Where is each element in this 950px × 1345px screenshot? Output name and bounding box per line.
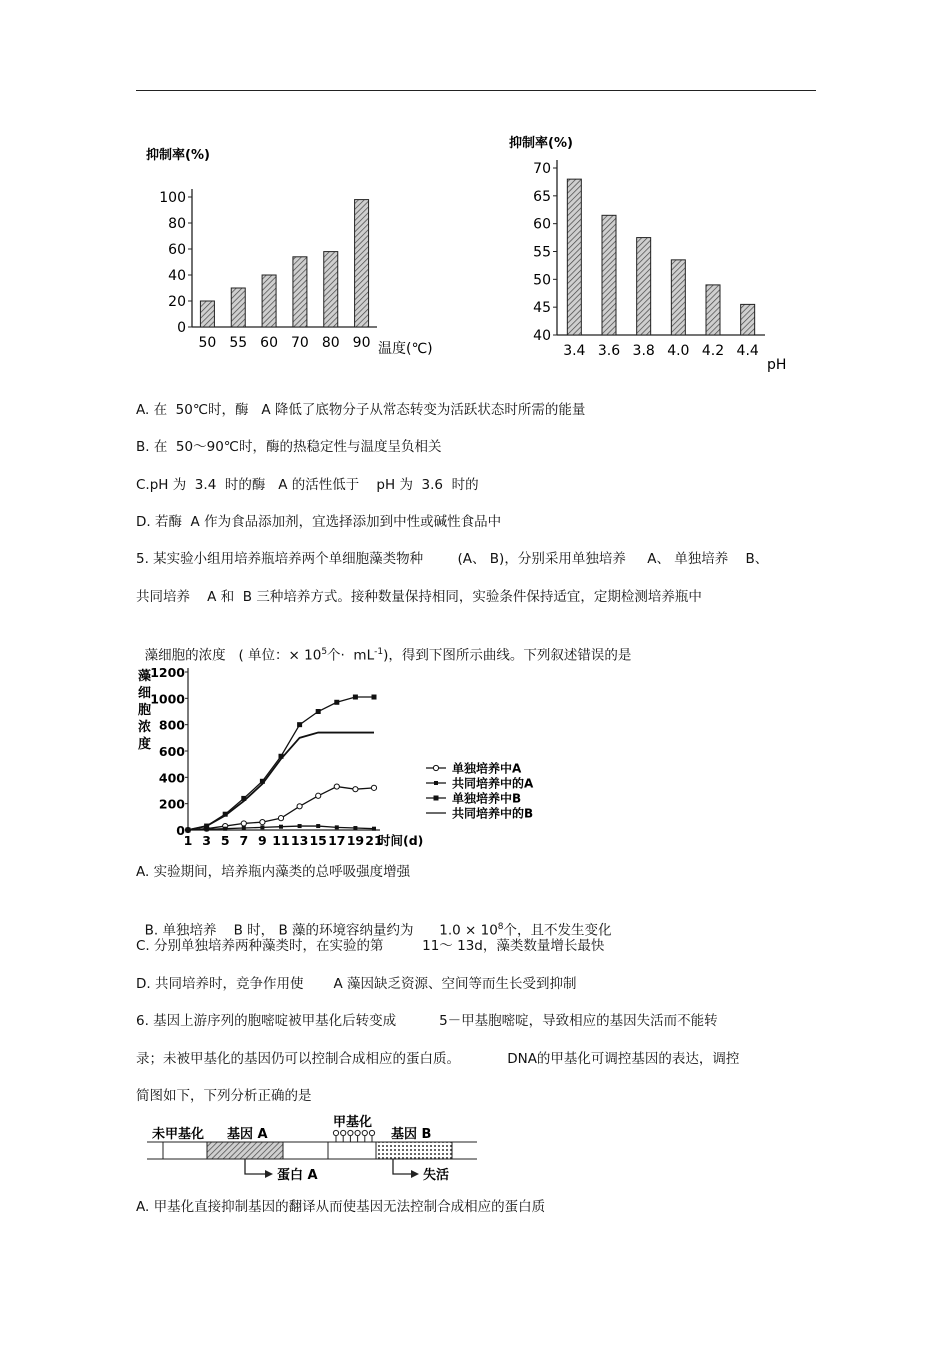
algae-ylabel-char: 细 [138,686,152,701]
ph-inhibition-chart [505,125,805,375]
point-marker [279,825,283,829]
bar [324,252,338,327]
y-tick-label: 50 [533,272,551,289]
q5-stem-line3-a: 藻细胞的浓度 ( 单位：× 10 [144,647,322,664]
methylated-label: 甲基化 [333,1115,373,1130]
q5-stem-line3 [136,625,631,665]
q6-stem-line3: 简图如下，下列分析正确的是 [136,1088,312,1104]
y-tick-label: 65 [533,188,551,205]
header-rule [136,90,816,91]
x-tick-label: 60 [260,335,278,351]
q5-option-c: C. 分别单独培养两种藻类时，在实验的第 11～ 13d，藻类数量增长最快 [136,938,605,954]
y-tick-label: 1200 [150,665,185,680]
x-tick-label: 13 [290,833,309,848]
series-line [188,697,374,830]
inactive-label: 失活 [423,1168,450,1183]
ph-chart-xlabel: pH [767,357,787,373]
q4-option-d: D. 若酶 A 作为食品添加剂，宜选择添加到中性或碱性食品中 [136,514,502,530]
q5-stem-line3-b: 个· mL [327,647,375,664]
q6-stem-line2: 录；未被甲基化的基因仍可以控制合成相应的蛋白质。 DNA的甲基化可调控基因的表达，调控 [136,1051,740,1067]
gene-b-block [376,1142,452,1159]
temperature-inhibition-chart [140,135,460,365]
y-tick-label: 600 [158,744,185,759]
series-line [188,787,374,830]
q5-stem-line3-c: )，得到下图所示曲线。下列叙述错误的是 [383,647,632,664]
point-marker [353,787,358,792]
point-marker [372,827,376,831]
x-tick-label: 4.2 [701,343,725,359]
x-tick-label: 11 [272,833,290,848]
point-marker [372,695,377,700]
x-tick-label: 3.4 [563,343,586,359]
point-marker [223,827,227,831]
y-tick-label: 70 [533,161,551,177]
methyl-group [348,1130,353,1135]
q6-stem-line1: 6. 基因上游序列的胞嘧啶被甲基化后转变成 5－甲基胞嘧啶，导致相应的基因失活而不能转 [136,1013,718,1029]
legend-label: 单独培养中A [452,761,522,776]
q6-option-a: A. 甲基化直接抑制基因的翻译从而使基因无法控制合成相应的蛋白质 [136,1199,546,1215]
point-marker [334,700,339,705]
point-marker [260,820,265,825]
temp-chart-xlabel: 温度(℃) [378,341,433,357]
point-marker [298,824,302,828]
y-tick-label: 800 [158,717,185,733]
y-tick-label: 60 [533,216,551,233]
legend-marker [433,765,438,770]
gene-a-block [207,1142,283,1159]
bar [567,179,581,335]
y-tick-label: 60 [168,242,186,258]
algae-ylabel-char: 藻 [138,669,152,684]
x-tick-label: 90 [352,335,371,351]
y-tick-label: 40 [533,328,551,344]
arrow-to-protein-a [245,1159,265,1174]
legend-marker [434,781,438,785]
x-tick-label: 19 [346,833,365,848]
point-marker [316,793,321,798]
x-tick-label: 1 [183,833,193,848]
legend-label: 共同培养中的A [452,776,534,791]
x-tick-label: 5 [220,833,230,848]
point-marker [297,722,302,727]
arrow-head-protein-a [265,1170,273,1178]
methyl-group [355,1130,360,1135]
x-tick-label: 50 [198,335,217,351]
bar [741,304,755,335]
y-tick-label: 80 [168,216,186,232]
point-marker [335,825,339,829]
x-tick-label: 4.4 [736,343,759,359]
y-tick-label: 1000 [150,691,185,707]
q5-option-b-a: B. 单独培养 B 时， B 藻的环境容纳量约为 1.0 × 10 [144,922,498,939]
methyl-group [362,1130,367,1135]
point-marker [278,816,283,821]
q5-stem-line2: 共同培养 A 和 B 三种培养方式。接种数量保持相同，实验条件保持适宜，定期检测培养瓶中 [136,589,702,605]
bar [671,260,685,335]
legend-label: 共同培养中的B [452,806,534,821]
legend-marker [434,796,439,801]
q5-stem-line1: 5. 某实验小组用培养瓶培养两个单细胞藻类物种 (A、 B)，分别采用单独培养 A、 单独培养 B、 [136,551,769,567]
x-tick-label: 70 [291,335,309,351]
y-tick-label: 55 [533,244,551,261]
point-marker [353,695,358,700]
algae-ylabel-char: 浓 [138,720,152,735]
q5-option-a: A. 实验期间，培养瓶内藻类的总呼吸强度增强 [136,864,411,880]
x-tick-label: 21 [365,833,383,848]
gene-b-label: 基因 B [391,1127,432,1142]
point-marker [316,824,320,828]
segment-upstream-b [328,1142,376,1159]
temp-chart-ylabel: 抑制率(%) [146,148,210,163]
bar [293,257,307,327]
unmethylated-label: 未甲基化 [152,1127,205,1142]
methyl-group [341,1130,346,1135]
bar [355,200,369,327]
y-tick-label: 100 [159,190,186,206]
protein-a-label: 蛋白 A [277,1168,318,1183]
x-tick-label: 7 [239,833,249,848]
algae-ylabel-char: 胞 [138,703,152,718]
y-tick-label: 400 [158,770,185,786]
bar [231,288,245,327]
x-tick-label: 4.0 [667,343,690,359]
point-marker [353,826,357,830]
q4-option-c: C.pH 为 3.4 时的酶 A 的活性低于 pH 为 3.6 时的 [136,477,479,493]
q5-option-b-b: 个，且不发生变化 [503,922,612,939]
x-tick-label: 55 [229,335,248,351]
legend-label: 单独培养中B [452,791,522,806]
x-tick-label: 17 [328,833,346,848]
algae-ylabel-char: 度 [138,737,152,752]
y-tick-label: 0 [176,823,185,838]
y-tick-label: 20 [168,294,186,310]
point-marker [260,825,264,829]
algae-growth-chart [136,660,596,860]
x-tick-label: 3 [202,833,211,848]
y-tick-label: 45 [533,300,551,317]
q5-exp-8: 8 [497,922,504,932]
point-marker [371,785,376,790]
methyl-groups [333,1130,374,1142]
gene-a-label: 基因 A [227,1127,268,1142]
algae-chart-xlabel: 时间(d) [378,833,424,848]
x-tick-label: 15 [309,833,327,848]
segment-upstream-a [163,1142,207,1159]
gene-methylation-diagram [145,1112,485,1187]
y-tick-label: 200 [158,796,185,812]
arrow-head-inactive [411,1170,419,1178]
point-marker [297,804,302,809]
x-tick-label: 80 [321,335,340,351]
x-tick-label: 3.8 [632,343,655,359]
q5-exp-neg1: -1 [374,647,384,657]
point-marker [242,826,246,830]
q4-option-b: B. 在 50～90℃时，酶的热稳定性与温度呈负相关 [136,439,442,455]
arrow-to-inactive [393,1159,411,1174]
point-marker [334,784,339,789]
bar [200,301,214,327]
y-tick-label: 0 [177,320,186,336]
bar [706,285,720,335]
y-tick-label: 40 [168,268,186,284]
methyl-group [333,1130,338,1135]
q5-option-b [136,900,612,940]
q5-exp-5: 5 [321,647,328,657]
point-marker [241,821,246,826]
bar [262,275,276,327]
x-tick-label: 9 [258,833,267,848]
x-tick-label: 3.6 [597,343,621,359]
methyl-group [369,1130,374,1135]
ph-chart-ylabel: 抑制率(%) [509,136,573,151]
q4-option-a: A. 在 50℃时，酶 A 降低了底物分子从常态转变为活跃状态时所需的能量 [136,402,586,418]
point-marker [316,709,321,714]
q5-option-d: D. 共同培养时，竞争作用使 A 藻因缺乏资源、空间等而生长受到抑制 [136,976,577,992]
bar [602,215,616,335]
bar [637,238,651,335]
